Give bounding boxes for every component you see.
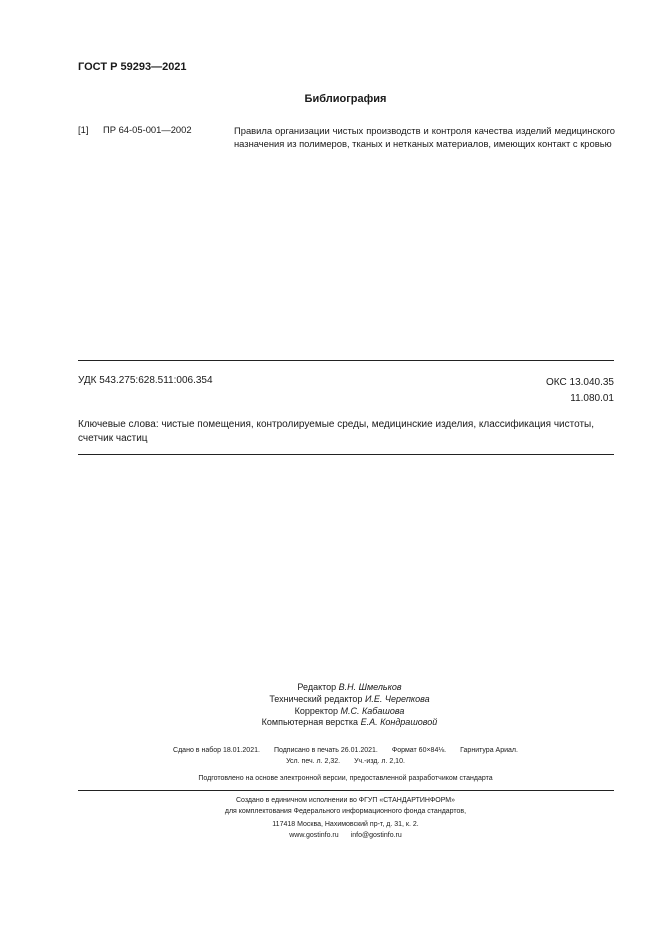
credit-role: Редактор: [297, 682, 339, 692]
credit-name: И.Е. Черепкова: [364, 693, 430, 704]
typeface: Гарнитура Ариал.: [460, 747, 518, 754]
credit-layout: [38, 717, 661, 729]
paper-format: Формат 60×84⅛.: [391, 747, 447, 754]
credit-role: Корректор: [294, 705, 341, 716]
prepared-note: Подготовлено на основе электронной версии, предоставленной разработчиком стандарта: [198, 775, 493, 782]
publisher-contacts: [30, 831, 661, 842]
document-code: ГОСТ Р 59293—2021: [78, 61, 187, 73]
publisher-line-2: для комплектования Федерального информационного фонда стандартов,: [224, 808, 467, 815]
divider-top: [78, 360, 614, 361]
publisher-address: 117418 Москва, Нахимовский пр-т, д. 31, к. 2.: [272, 821, 419, 828]
oks-code-2: 11.080.01: [570, 392, 614, 404]
credit-corrector: [38, 706, 661, 718]
bibliography-entry-text: Правила организации чистых производств и контроля качества изделий медицинского назначения из полимеров, тканых и нетканых материалов, имеющих контакт с кровью: [234, 125, 615, 150]
submitted-date: Сдано в набор 18.01.2021.: [173, 747, 260, 754]
credits-block: [0, 682, 661, 729]
credit-role: Компьютерная верстка: [261, 717, 361, 728]
bibliography-entry-code: ПР 64-05-001—2002: [103, 124, 192, 135]
print-info: [0, 745, 661, 767]
signed-date: Подписано в печать 26.01.2021.: [273, 747, 378, 754]
credit-name: Е.А. Кондрашовой: [360, 717, 438, 728]
bibliography-entry-number: [1]: [78, 124, 89, 135]
print-info-line-2: [30, 756, 661, 767]
publisher-line-1: Создано в единичном исполнении во ФГУП «СТАНДАРТИНФОРМ»: [235, 797, 456, 804]
publisher-address-block: [0, 820, 661, 841]
keywords: Ключевые слова: чистые помещения, контролируемые среды, медицинские изделия, классификация чистоты, счетчик частиц: [78, 419, 594, 444]
credit-tech-editor: [38, 694, 661, 706]
credit-name: М.С. Кабашова: [340, 705, 405, 716]
publishing-sheets: Уч.-изд. л. 2,10.: [354, 758, 405, 765]
oks-code-1: ОКС 13.040.35: [546, 377, 614, 388]
publisher-created: [0, 795, 661, 817]
credit-editor: [38, 682, 661, 694]
divider-keywords: [78, 454, 614, 455]
credit-name: В.Н. Шмельков: [338, 682, 402, 692]
oks-codes: [546, 375, 614, 406]
website-link[interactable]: www.gostinfo.ru: [289, 831, 339, 839]
print-sheets: Усл. печ. л. 2,32.: [286, 758, 341, 765]
credit-role: Технический редактор: [269, 693, 365, 704]
udk-code: УДК 543.275:628.511:006.354: [78, 375, 213, 386]
section-title: Библиография: [304, 93, 387, 105]
email-link[interactable]: info@gostinfo.ru: [350, 831, 402, 839]
divider-footer: [78, 790, 614, 791]
print-info-line-1: [30, 745, 661, 756]
